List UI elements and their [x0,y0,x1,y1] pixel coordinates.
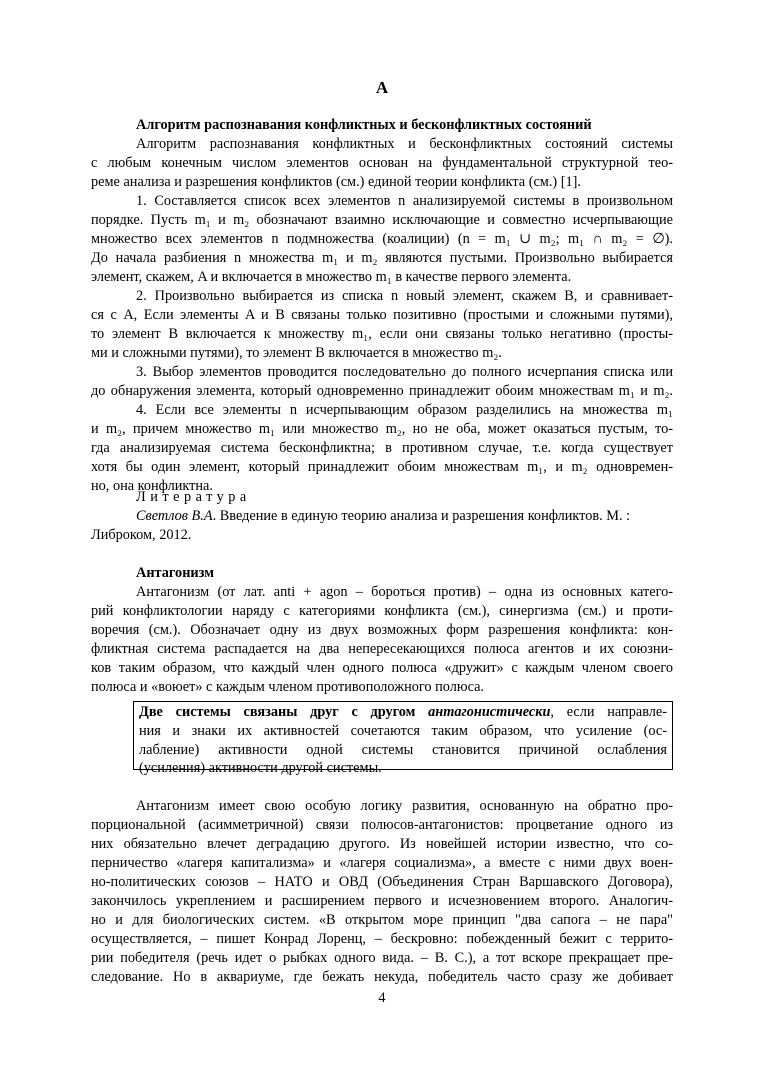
algorithm-line: множество всех элементов n подмножества (коалиции) (n = m₁ ∪ m₂; m₁ ∩ m₂ = ∅). [91,231,673,247]
definition-line: ния и знаки их активностей сочетаются таким образом, что усиление (ос- [139,723,667,739]
antagonism-line: порциональной (асимметричной) связи полюсов-антагонистов: процветание одного из [91,817,673,833]
algorithm-line: реме анализа и разрешения конфликтов (см.) единой теории конфликта (см.) [1]. [91,174,582,190]
algorithm-line: хотя бы один элемент, который принадлежит обоим множествам m₁, и m₂ одновремен- [91,459,673,475]
antagonism-heading: Антагонизм [136,565,214,581]
antagonism-line: полюса и «воюет» с каждым членом противоположного полюса. [91,679,485,695]
algorithm-line: гда анализируемая система бесконфликтна; в противном случае, т.е. когда существует [91,440,673,456]
algorithm-line: то элемент B включается к множеству m₁, если они связаны только негативно (просты- [91,326,673,342]
algorithm-line: 2. Произвольно выбирается из списка n новый элемент, скажем B, и сравнивает- [136,288,673,304]
definition-line: (усиления) активности другой системы. [139,760,382,776]
section-letter: А [375,78,389,97]
antagonism-line: следование. Но в аквариуме, где бежать некуда, победитель часто сразу же добивает [91,969,673,985]
antagonism-line: воречия (см.). Обозначает одну из двух возможных форм разрешения конфликта: кон- [91,622,673,638]
algorithm-line: но, она конфликтна. [91,478,213,494]
literature-title: . Введение в единую теорию анализа и разрешения конфликтов. М. : [212,508,631,524]
page-number: 4 [378,990,386,1006]
literature-heading: Литература [136,489,251,505]
algorithm-line: 3. Выбор элементов проводится последовательно до полного исчерпания списка или [136,364,673,380]
literature-author: Светлов В.А [136,508,213,524]
algorithm-line: ся с A, Если элементы A и B связаны только позитивно (простыми и сложными путями), [91,307,673,323]
algorithm-line: и m₂, причем множество m₁ или множество m₂, но не оба, может оказаться пустым, то- [91,421,673,437]
algorithm-line: с любым конечным числом элементов основан на фундаментальной структурной тео- [91,155,673,171]
algorithm-line: до обнаружения элемента, который одновременно принадлежит обоим множествам m₁ и m₂. [91,383,673,399]
algorithm-line: Алгоритм распознавания конфликтных и бесконфликтных состояний системы [136,136,673,152]
antagonism-line: Антагонизм (от лат. anti + agon – бороться против) – одна из основных катего- [136,584,673,600]
definition-rest: , если направле- [550,704,667,720]
antagonism-line: осуществляется, – пишет Конрад Лоренц, – бескровно: побежденный бежит с террито- [91,931,673,947]
antagonism-line: ков таким образом, что каждый член одного полюса «дружит» с каждым членом своего [91,660,673,676]
antagonism-line: перничество «лагеря капитализма» и «лагеря социализма», а вместе с ними двух воен- [91,855,673,871]
algorithm-line: элемент, скажем, A и включается в множество m₁ в качестве первого элемента. [91,269,572,285]
definition-term: антагонистически [428,704,551,720]
antagonism-line: рии победителя (речь идет о рыбках одного вида. – В. С.), а тот вскоре прекращает пре- [91,950,673,966]
algorithm-line: ми и сложными путями), то элемент B включается в множество m₂. [91,345,502,361]
definition-line [139,703,667,722]
definition-bold: Две системы связаны друг с другом [139,704,429,720]
algorithm-heading: Алгоритм распознавания конфликтных и бесконфликтных состояний [136,117,592,133]
antagonism-line: закончилось укреплением и расширением первого и исчезновением второго. Аналогич- [91,893,673,909]
antagonism-line: фликтная система распадается на два непересекающихся полюса агентов и их союзни- [91,641,673,657]
literature-reference [91,507,673,526]
antagonism-line: но и для биологических систем. «В открытом море принцип "два сапога – не пара" [91,912,673,928]
antagonism-line: Антагонизм имеет свою особую логику развития, основанную на обратно про- [136,798,673,814]
definition-line: лабление) активности одной системы становится причиной ослабления [139,742,667,758]
algorithm-line: 4. Если все элементы n исчерпывающим образом разделились на множества m₁ [136,402,673,418]
algorithm-line: 1. Составляется список всех элементов n анализируемой системы в произвольном [136,193,673,209]
algorithm-line: порядке. Пусть m₁ и m₂ обозначают взаимно исключающие и совместно исчерпывающие [91,212,673,228]
antagonism-line: но-политических союзов – НАТО и ОВД (Объединения Стран Варшавского Договора), [91,874,673,890]
antagonism-line: них обязательно влечет деградацию другого. Из новейшей истории известно, что со- [91,836,673,852]
antagonism-line: рий конфликтологии наряду с категориями конфликта (см.), синергизма (см.) и проти- [91,603,673,619]
algorithm-line: До начала разбиения n множества m₁ и m₂ являются пустыми. Произвольно выбирается [91,250,673,266]
literature-publisher: Либроком, 2012. [91,527,192,543]
